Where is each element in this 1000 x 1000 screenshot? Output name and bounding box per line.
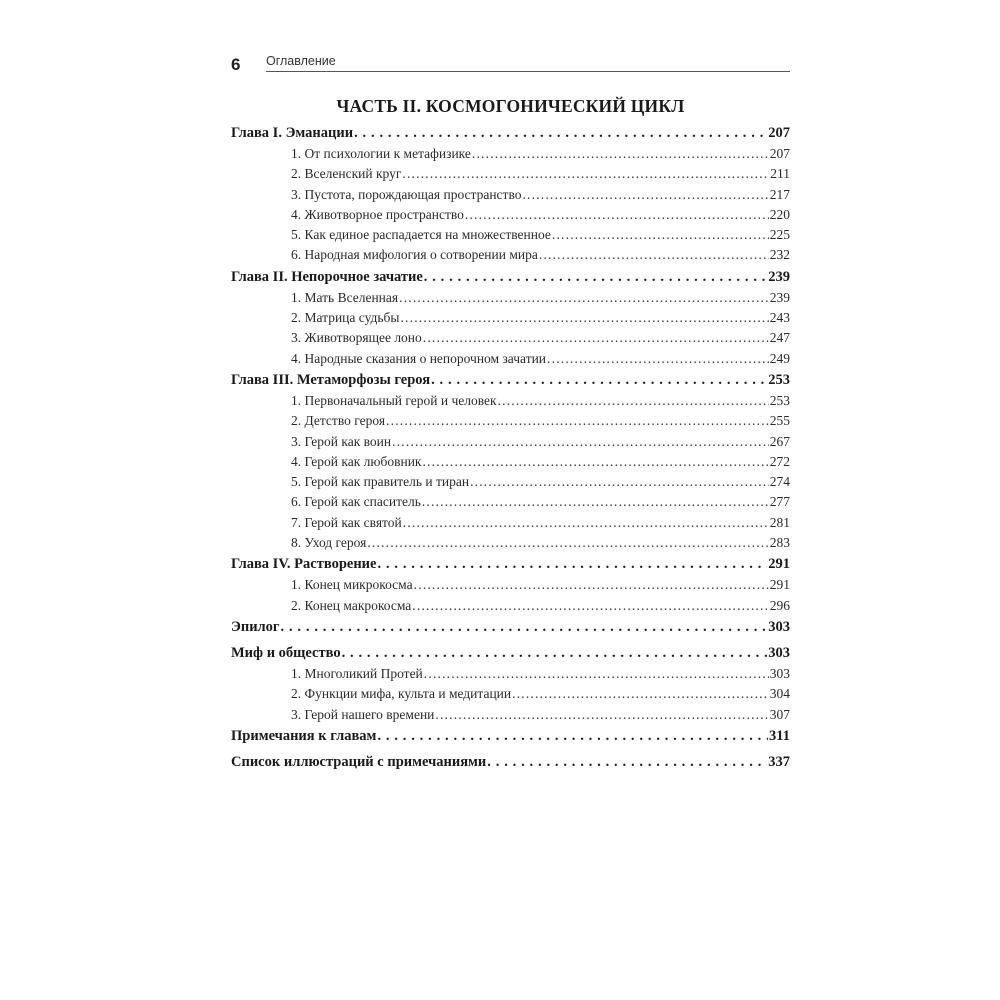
- chapter-title: Глава II. Непорочное зачатие: [231, 268, 423, 285]
- section-title: 3. Пустота, порождающая пространство: [291, 186, 522, 202]
- toc-chapter[interactable]: [231, 122, 790, 144]
- section-title: 4. Герой как любовник: [291, 453, 422, 469]
- chapter-title: Глава I. Эманации: [231, 125, 354, 141]
- dot-leader: [539, 245, 769, 265]
- toc-section[interactable]: [231, 492, 790, 512]
- section-page: 249: [769, 350, 790, 366]
- toc-section[interactable]: [231, 664, 790, 684]
- section-title: 1. Мать Вселенная: [291, 289, 399, 305]
- section-page: 283: [769, 535, 790, 551]
- section-title: 4. Животворное пространство: [291, 206, 464, 222]
- section-title: 1. Конец микрокосма: [291, 577, 413, 593]
- dot-leader: [498, 391, 769, 411]
- section-page: 274: [769, 474, 790, 490]
- part-title: ЧАСТЬ II. КОСМОГОНИЧЕСКИЙ ЦИКЛ: [336, 96, 685, 116]
- section-title: 6. Народная мифология о сотворении мира: [291, 247, 538, 263]
- section-page: 281: [769, 514, 790, 530]
- section-title: 5. Как единое распадается на множественное: [291, 227, 551, 243]
- toc-chapter[interactable]: [231, 553, 790, 575]
- section-page: 243: [769, 310, 790, 326]
- section-page: 272: [769, 453, 790, 469]
- dot-leader: [281, 616, 768, 638]
- toc-chapter[interactable]: [231, 266, 790, 288]
- toc-section[interactable]: [231, 391, 790, 411]
- dot-leader: [470, 472, 769, 492]
- toc-section[interactable]: [231, 308, 790, 328]
- toc-section[interactable]: [231, 684, 790, 704]
- toc-section[interactable]: [231, 185, 790, 205]
- toc-section[interactable]: [231, 288, 790, 308]
- section-page: 267: [769, 433, 790, 449]
- toc-section[interactable]: [231, 513, 790, 533]
- toc-chapter[interactable]: [231, 369, 790, 391]
- section-title: 3. Животворящее лоно: [291, 330, 422, 346]
- dot-leader: [423, 328, 769, 348]
- toc-section[interactable]: [231, 452, 790, 472]
- section-page: 277: [769, 494, 790, 510]
- section-page: 253: [769, 392, 790, 408]
- section-page: 239: [769, 289, 790, 305]
- toc-section[interactable]: [231, 144, 790, 164]
- section-page: 232: [769, 247, 790, 263]
- running-header: [231, 54, 790, 74]
- toc-section[interactable]: [231, 245, 790, 265]
- section-page: 207: [769, 146, 790, 161]
- toc-section[interactable]: [231, 411, 790, 431]
- notes-title: Примечания к главам: [231, 727, 377, 744]
- toc-illustrations[interactable]: [231, 751, 790, 773]
- section-page: 255: [769, 413, 790, 429]
- section-page: 217: [769, 186, 790, 202]
- dot-leader: [412, 596, 768, 616]
- toc-section[interactable]: [231, 349, 790, 369]
- dot-leader: [399, 288, 769, 308]
- dot-leader: [377, 553, 767, 575]
- dot-leader: [377, 725, 768, 747]
- section-page: 247: [769, 330, 790, 346]
- toc-section[interactable]: [231, 164, 790, 184]
- notes-page: 311: [769, 727, 790, 744]
- dot-leader: [422, 492, 769, 512]
- dot-leader: [392, 432, 769, 452]
- toc-section[interactable]: [231, 205, 790, 225]
- section-page: 303: [769, 665, 790, 681]
- section-page: 307: [769, 706, 790, 722]
- dot-leader: [512, 684, 769, 704]
- chapter-page: 207: [768, 125, 790, 141]
- section-page: 220: [769, 206, 790, 222]
- running-title: Оглавление: [266, 54, 336, 68]
- section-title: 5. Герой как правитель и тиран: [291, 474, 470, 490]
- section-title: 1. Первоначальный герой и человек: [291, 392, 497, 408]
- chapter-page: 239: [768, 268, 790, 285]
- dot-leader: [422, 452, 768, 472]
- dot-leader: [424, 266, 767, 288]
- dot-leader: [431, 369, 767, 391]
- section-title: 6. Герой как спаситель: [291, 494, 421, 510]
- section-page: 304: [769, 686, 790, 702]
- section-title: 2. Функции мифа, культа и медитации: [291, 686, 512, 702]
- chapter-title: Глава III. Метаморфозы героя: [231, 371, 431, 388]
- section-title: 8. Уход героя: [291, 535, 367, 551]
- section-title: 2. Детство героя: [291, 413, 386, 429]
- epilogue-title: Эпилог: [231, 618, 280, 635]
- epilogue-page: 303: [768, 618, 790, 635]
- page-number: 6: [231, 55, 241, 74]
- dot-leader: [354, 122, 767, 144]
- dot-leader: [435, 705, 768, 725]
- dot-leader: [552, 225, 769, 245]
- toc-section[interactable]: [231, 472, 790, 492]
- dot-leader: [465, 205, 769, 225]
- toc-section[interactable]: [231, 533, 790, 553]
- section-title: 2. Матрица судьбы: [291, 310, 400, 326]
- section-title: 2. Конец макрокосма: [291, 597, 412, 613]
- toc-section[interactable]: [231, 596, 790, 616]
- toc-section[interactable]: [231, 328, 790, 348]
- toc-section[interactable]: [231, 575, 790, 595]
- toc-myth-society[interactable]: [231, 642, 790, 664]
- section-page: 291: [769, 577, 790, 593]
- dot-leader: [472, 144, 769, 164]
- dot-leader: [414, 575, 769, 595]
- dot-leader: [342, 642, 768, 664]
- illustrations-page: 337: [768, 753, 790, 770]
- myth-title: Миф и общество: [231, 644, 341, 661]
- chapter-page: 253: [768, 371, 790, 388]
- section-title: 4. Народные сказания о непорочном зачатии: [291, 350, 547, 366]
- illustrations-title: Список иллюстраций с примечаниями: [231, 753, 487, 770]
- myth-page: 303: [768, 644, 790, 661]
- chapter-title: Глава IV. Растворение: [231, 556, 377, 573]
- header-rule: [266, 71, 790, 72]
- dot-leader: [424, 664, 769, 684]
- table-of-contents: [231, 122, 790, 773]
- toc-section[interactable]: [231, 705, 790, 725]
- section-title: 1. От психологии к метафизике: [291, 146, 471, 161]
- dot-leader: [367, 533, 768, 553]
- dot-leader: [400, 308, 768, 328]
- section-page: 211: [770, 166, 790, 182]
- dot-leader: [386, 411, 769, 431]
- toc-notes[interactable]: [231, 725, 790, 747]
- section-title: 2. Вселенский круг: [291, 166, 402, 182]
- dot-leader: [403, 513, 769, 533]
- section-title: 1. Многоликий Протей: [291, 665, 423, 681]
- toc-epilogue[interactable]: [231, 616, 790, 638]
- section-title: 7. Герой как святой: [291, 514, 402, 530]
- toc-section[interactable]: [231, 225, 790, 245]
- dot-leader: [487, 751, 767, 773]
- chapter-page: 291: [768, 556, 790, 573]
- section-page: 296: [769, 597, 790, 613]
- toc-section[interactable]: [231, 432, 790, 452]
- dot-leader: [402, 164, 769, 184]
- section-page: 225: [769, 227, 790, 243]
- dot-leader: [522, 185, 768, 205]
- section-title: 3. Герой как воин: [291, 433, 392, 449]
- section-title: 3. Герой нашего времени: [291, 706, 435, 722]
- dot-leader: [547, 349, 769, 369]
